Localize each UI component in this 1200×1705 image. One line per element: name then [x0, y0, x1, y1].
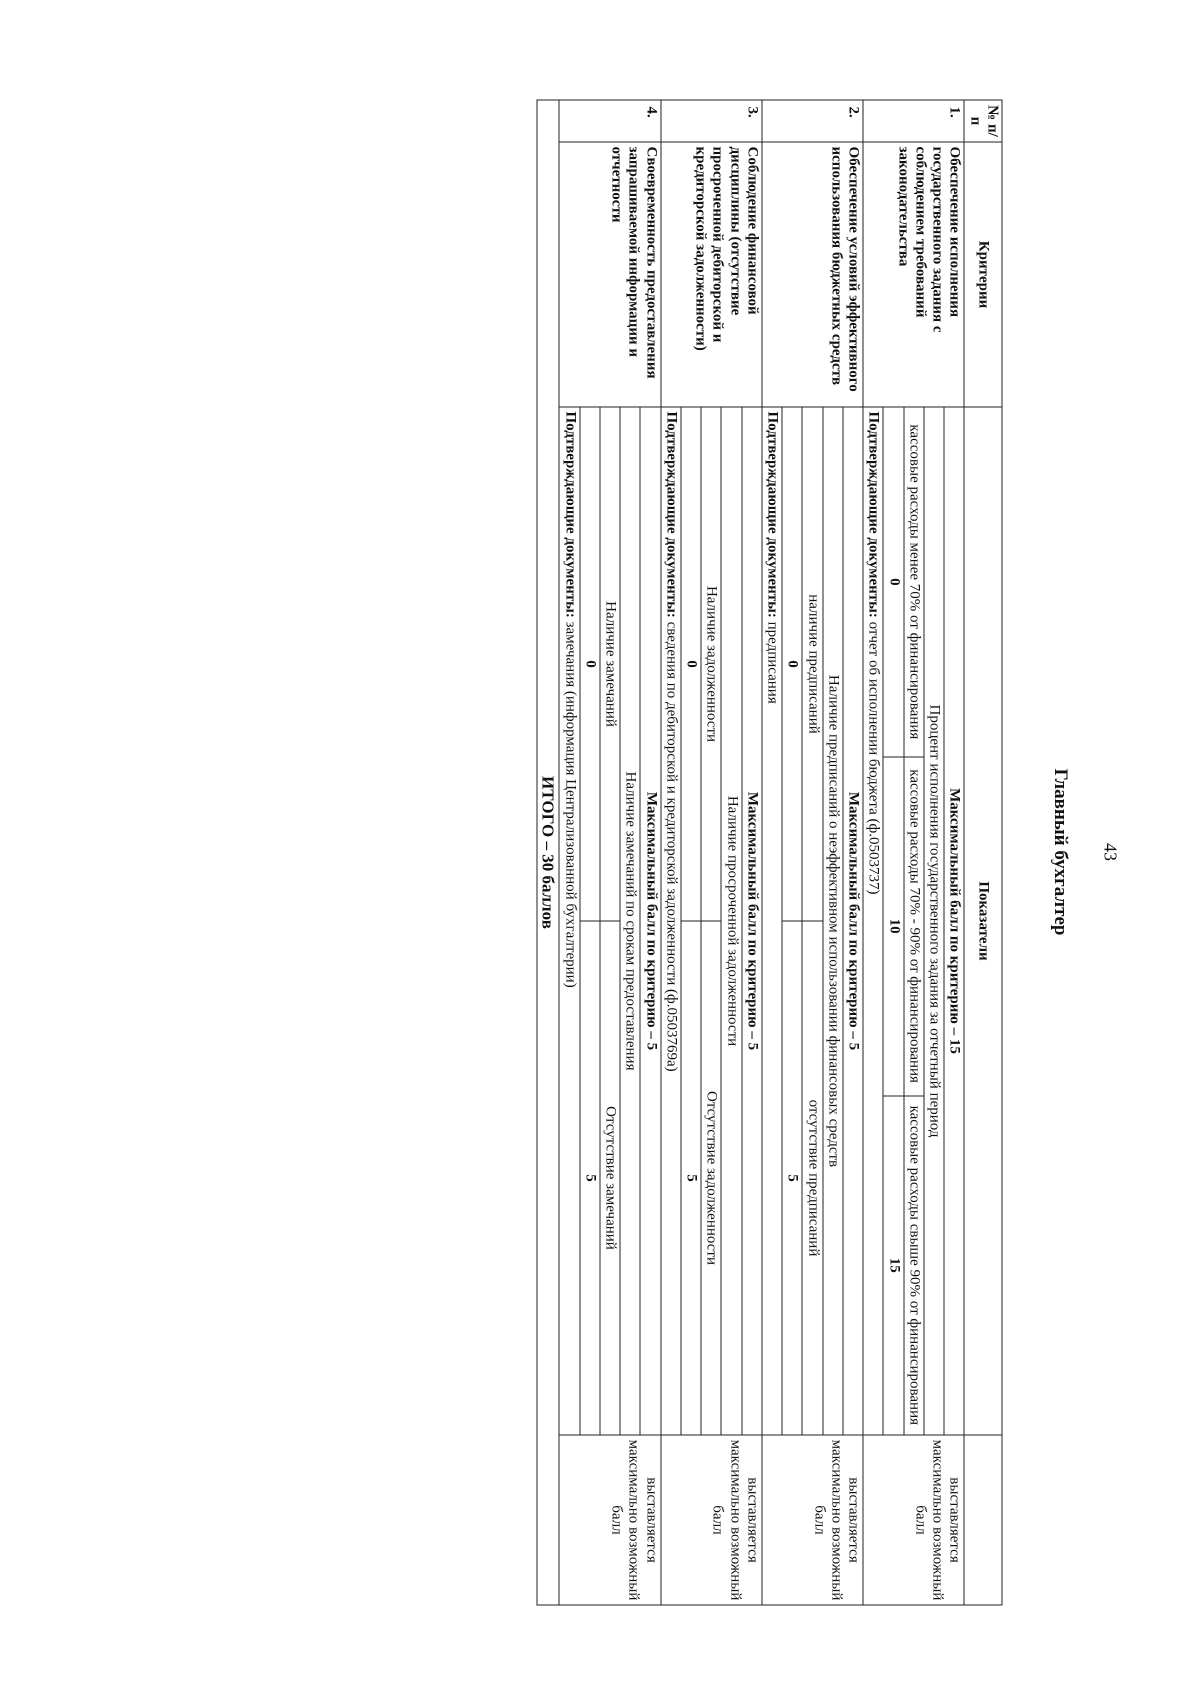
option-score: 5	[580, 921, 600, 1435]
row-number: 1.	[863, 100, 964, 142]
criterion-text: Обеспечение исполнения государственного задания с соблюдением требований законодательства	[863, 142, 964, 407]
indicator-subtitle: Наличие замечаний по срокам предоставления	[620, 408, 640, 1435]
page-number: 43	[1100, 843, 1121, 861]
docs-label: Подтверждающие документы:	[866, 411, 882, 618]
option-label: Отсутствие замечаний	[600, 921, 620, 1435]
indicators-cell	[863, 407, 964, 1435]
score-note: выставляется максимально возможный балл	[863, 1435, 964, 1605]
option-label: наличие предписаний	[803, 408, 823, 922]
docs-text: сведения по дебиторской и кредиторской задолженности (ф.0503769а)	[663, 617, 680, 1072]
option-label: Наличие задолженности	[701, 408, 721, 922]
criterion-text: Соблюдение финансовой дисциплины (отсутствие просроченной дебиторской и кредиторской задолженности)	[661, 142, 762, 407]
option-label: кассовые расходы 70% - 90% от финансирования	[904, 757, 924, 1096]
criteria-table-container	[318, 100, 1003, 1605]
row-number: 4.	[560, 100, 661, 142]
indicator-subtable	[864, 408, 964, 1435]
indicators-cell	[661, 407, 762, 1435]
page-title: Главный бухгалтер	[1050, 768, 1071, 936]
indicator-subtitle: Процент исполнения государственного задания за отчетный период	[924, 408, 944, 1435]
option-score: 10	[884, 757, 904, 1096]
supporting-docs	[864, 408, 884, 1435]
header-indicators: Показатели	[965, 407, 1003, 1435]
option-score: 0	[580, 408, 600, 922]
criterion-text: Обеспечение условий эффективного использования бюджетных средств	[762, 142, 863, 407]
docs-label: Подтверждающие документы:	[764, 411, 781, 618]
docs-text: отчет об исполнении бюджета (ф.0503737)	[866, 617, 882, 895]
supporting-docs	[560, 408, 580, 1435]
option-label: кассовые расходы свыше 90% от финансирования	[904, 1096, 924, 1435]
max-score: Максимальный балл по критерию – 5	[641, 408, 661, 1435]
option-score: 0	[884, 408, 904, 757]
indicator-subtitle: Наличие просроченной задолженности	[722, 408, 742, 1435]
indicator-subtable	[560, 408, 660, 1435]
table-row	[863, 100, 964, 1605]
row-number: 2.	[762, 100, 863, 142]
max-score: Максимальный балл по критерию – 5	[843, 408, 863, 1435]
option-label: отсутствие предписаний	[803, 921, 823, 1435]
header-note	[965, 1435, 1003, 1605]
max-score: Максимальный балл по критерию – 5	[742, 408, 762, 1435]
table-row	[762, 100, 863, 1605]
option-score: 5	[681, 921, 701, 1435]
table-header-row	[965, 100, 1003, 1605]
indicator-subtitle: Наличие предписаний о неэффективном использовании финансовых средств	[823, 408, 843, 1435]
max-score: Максимальный балл по критерию – 15	[944, 408, 964, 1435]
indicator-subtable	[763, 408, 863, 1435]
score-note: выставляется максимально возможный балл	[762, 1435, 863, 1605]
header-criteria: Критерии	[965, 142, 1003, 407]
docs-text: замечания (информация Централизованной бухгалтерии)	[562, 617, 579, 988]
docs-label: Подтверждающие документы:	[562, 411, 579, 618]
score-note: выставляется максимально возможный балл	[661, 1435, 762, 1605]
row-number: 3.	[661, 100, 762, 142]
indicators-cell	[762, 407, 863, 1435]
total-row	[537, 100, 560, 1605]
option-score: 0	[681, 408, 701, 922]
score-note: выставляется максимально возможный балл	[560, 1435, 661, 1605]
option-label: кассовые расходы менее 70% от финансирования	[904, 408, 924, 757]
total-text: ИТОГО – 30 баллов	[537, 100, 560, 1605]
option-label: Наличие замечаний	[600, 408, 620, 922]
table-row	[560, 100, 661, 1605]
criterion-text: Своевременность предоставления запрашиваемой информации и отчетности	[560, 142, 661, 407]
table-row	[661, 100, 762, 1605]
supporting-docs	[661, 408, 681, 1435]
indicator-subtable	[661, 408, 761, 1435]
indicators-cell	[560, 407, 661, 1435]
supporting-docs	[763, 408, 783, 1435]
docs-label: Подтверждающие документы:	[663, 411, 680, 618]
option-label: Отсутствие задолженности	[701, 921, 721, 1435]
option-score: 15	[884, 1096, 904, 1435]
option-score: 0	[782, 408, 802, 922]
header-num: № п/п	[965, 100, 1003, 142]
option-score: 5	[782, 921, 802, 1435]
docs-text: предписания	[764, 617, 781, 704]
criteria-table	[536, 100, 1002, 1606]
